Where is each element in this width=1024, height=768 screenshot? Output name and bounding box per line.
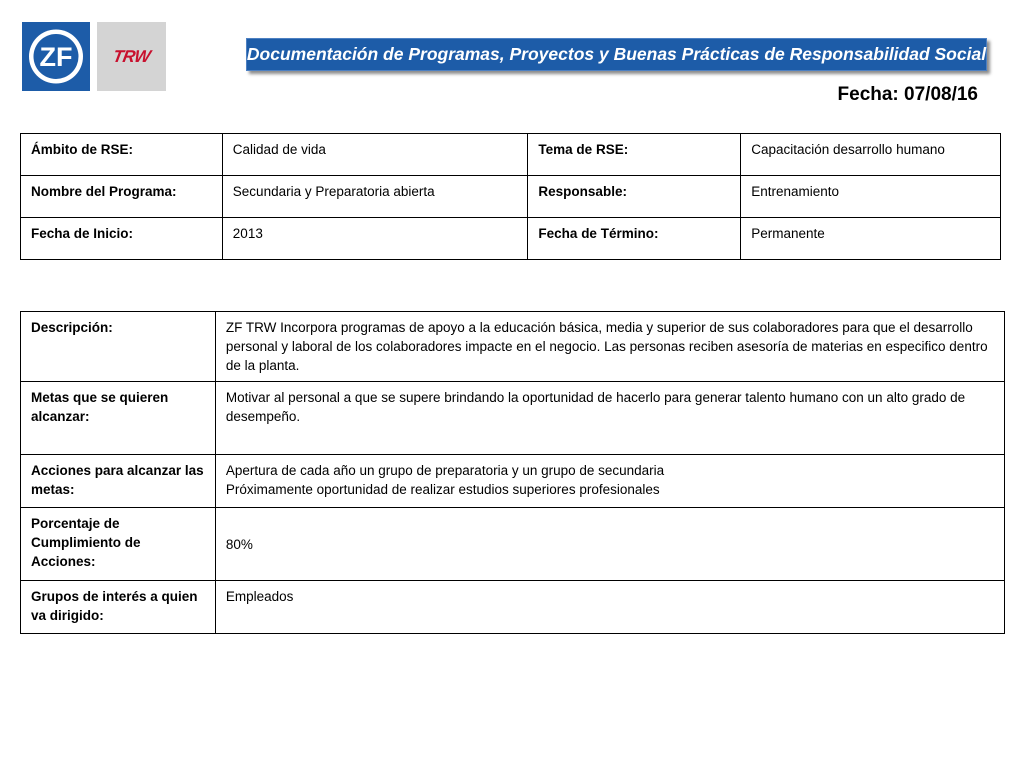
grupos-value: Empleados [215, 581, 1004, 634]
acciones-line-2: Próximamente oportunidad de realizar estudios superiores profesionales [225, 482, 660, 497]
acciones-value [215, 455, 1004, 508]
value-cell: Entrenamiento [741, 176, 1001, 218]
value-cell: Calidad de vida [222, 134, 528, 176]
title-banner [246, 38, 987, 71]
label-cell: Ámbito de RSE: [21, 134, 223, 176]
label-cell: Responsable: [528, 176, 741, 218]
metas-label: Metas que se quieren alcanzar: [21, 382, 216, 455]
trw-logo-text: TRW [111, 46, 152, 66]
value-cell: 2013 [222, 218, 528, 260]
table-row [21, 508, 1005, 581]
detail-table [20, 311, 1005, 634]
table-row [21, 581, 1005, 634]
label-cell: Fecha de Término: [528, 218, 741, 260]
summary-table [20, 133, 1001, 260]
value-cell: Permanente [741, 218, 1001, 260]
table-row [21, 134, 1001, 176]
metas-value: Motivar al personal a que se supere brindando la oportunidad de hacerlo para generar talento humano con un alto grado de desempeño. [215, 382, 1004, 455]
page-title: Documentación de Programas, Proyectos y Buenas Prácticas de Responsabilidad Social [246, 44, 987, 64]
table-row [21, 312, 1005, 382]
table-row [21, 218, 1001, 260]
descripcion-value: ZF TRW Incorpora programas de apoyo a la educación básica, media y superior de sus colaboradores para que el desarrollo personal y laboral de los colaboradores impacte en el negocio. Las personas reciben asesoría de materias en especifico dentro de la planta. [215, 312, 1004, 382]
trw-logo [97, 22, 166, 91]
porcentaje-value: 80% [215, 508, 1004, 581]
date-label: Fecha: 07/08/16 [837, 84, 978, 105]
table-row [21, 455, 1005, 508]
porcentaje-label: Porcentaje de Cumplimiento de Acciones: [21, 508, 216, 581]
value-cell: Secundaria y Preparatoria abierta [222, 176, 528, 218]
descripcion-label: Descripción: [21, 312, 216, 382]
table-row [21, 176, 1001, 218]
acciones-line-1: Apertura de cada año un grupo de preparatoria y un grupo de secundaria [225, 463, 665, 478]
grupos-label: Grupos de interés a quien va dirigido: [21, 581, 216, 634]
label-cell: Nombre del Programa: [21, 176, 223, 218]
zf-logo [22, 22, 90, 91]
label-cell: Tema de RSE: [528, 134, 741, 176]
label-cell: Fecha de Inicio: [21, 218, 223, 260]
zf-logo-text: ZF [39, 42, 73, 72]
table-row [21, 382, 1005, 455]
value-cell: Capacitación desarrollo humano [741, 134, 1001, 176]
acciones-label: Acciones para alcanzar las metas: [21, 455, 216, 508]
